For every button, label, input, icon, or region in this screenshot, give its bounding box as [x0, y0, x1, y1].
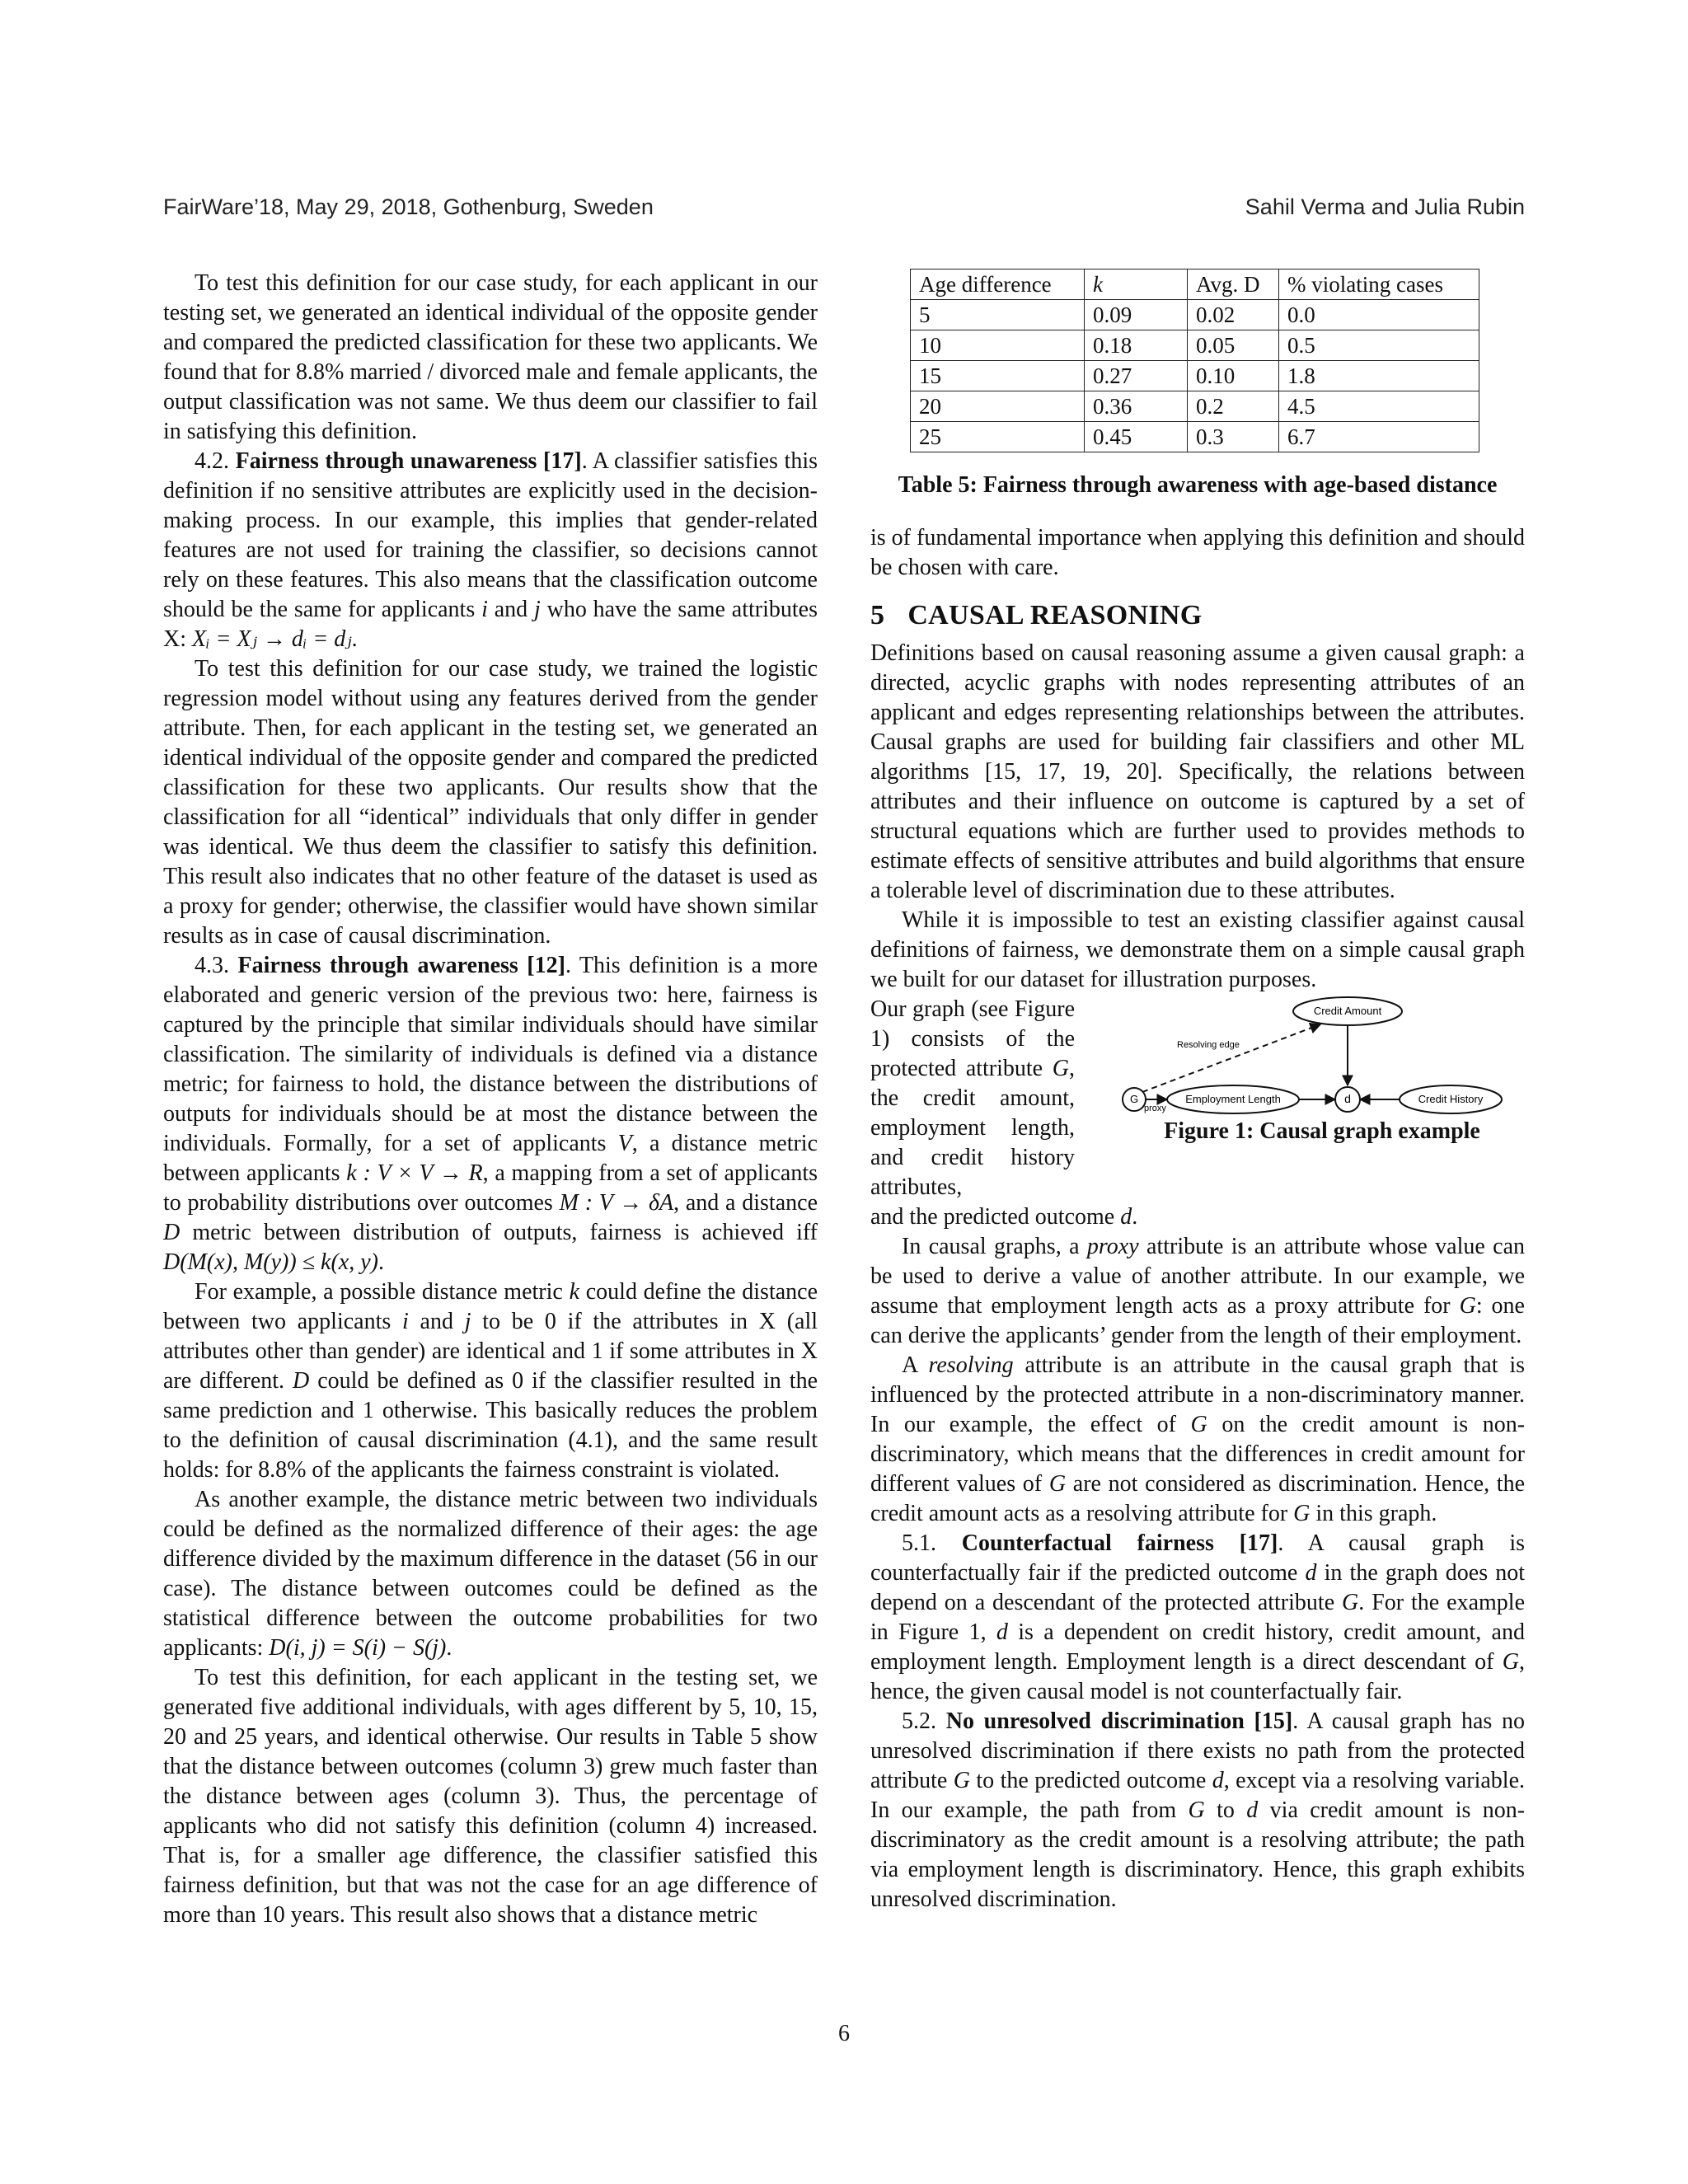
table-cell: 0.2 [1188, 391, 1279, 422]
table-header-cell: % violating cases [1279, 269, 1479, 300]
formula: M : V → δA [559, 1190, 674, 1216]
paragraph: To test this definition, for each applicant in the testing set, we generated five additional individuals, with ages different by 5, 10, 15, 20 and 25 years, and identical otherwise. Our results in Table 5 show that the distance between outcomes (column 3) grew much faster than the distance between ages (column 3). Thus, the percentage of applicants who did not satisfy this definition (column 4) increased. That is, for a smaller age difference, the classifier satisfied this fairness definition, but that was not the case for an age difference of more than 10 years. This result also shows that a distance metric [163, 1665, 818, 1928]
paragraph: For example, a possible distance metric k could define the distance between two applicants i and j to be 0 if the attributes in X (all attributes other than gender) are identical and 1 if some attributes in X are different. D could be defined as 0 if the classifier resulted in the same prediction and 1 otherwise. This basically reduces the problem to the definition of causal discrimination (4.1), and the same result holds: for 8.8% of the applicants the fairness constraint is violated. [163, 1279, 818, 1483]
table-cell: 10 [911, 330, 1085, 361]
node-credit-amount-label: Credit Amount [1313, 1005, 1382, 1017]
table-header-row [911, 269, 1479, 300]
table-header-cell: k [1085, 269, 1188, 300]
table-cell: 0.45 [1085, 422, 1188, 452]
subsection-title: No unresolved discrimination [15] [945, 1708, 1293, 1734]
wrapped-text: Our graph (see Figure 1) consists of the protected attribute G, the credit amount, employment length, and credit history attributes, [870, 996, 1076, 1200]
formula: k : V × V → R [346, 1160, 483, 1186]
paragraph: and the predicted outcome d. [870, 1204, 1138, 1230]
table-cell: 0.3 [1188, 422, 1279, 452]
paragraph: A resolving attribute is an attribute in the causal graph that is influenced by the protected attribute in a non-discriminatory manner. In our example, the effect of G on the credit amount is non-discriminatory, which means that the differences in credit amount for different values of G are not considered as discrimination. Hence, the credit amount acts as a resolving attribute for G in this graph. [870, 1352, 1526, 1526]
paragraph: In causal graphs, a proxy attribute is an attribute whose value can be used to derive a value of another attribute. In our example, we assume that employment length acts as a proxy attribute for G: one can derive the applicants’ gender from the length of their employment. [870, 1234, 1526, 1348]
table-cell: 25 [911, 422, 1085, 452]
figure-caption: Figure 1: Causal graph example [1164, 1118, 1480, 1144]
table-cell: 0.05 [1188, 330, 1279, 361]
right-column [870, 269, 1525, 1915]
table-cell: 1.8 [1279, 361, 1479, 391]
section-heading: 5 CAUSAL REASONING [870, 600, 1203, 630]
subsection-4-3: 4.3. Fairness through awareness [12]. This definition is a more elaborated and generic version of the previous two: here, fairness is captured by the principle that similar individuals should have similar classification. The similarity of individuals is defined via a distance metric; for fairness to hold, the distance between the distributions of outputs for individuals should be at most the distance between the individuals. Formally, for a set of applicants V, a distance metric between applicants k : V × V → R, a mapping from a set of applicants to probability distributions over outcomes M : V → δA, and a distance D metric between distribution of outputs, fairness is achieved iff D(M(x), M(y)) ≤ k(x, y). [163, 953, 818, 1275]
paragraph: is of fundamental importance when applying this definition and should be chosen with care. [870, 525, 1525, 580]
table-row [911, 422, 1479, 452]
node-credit-history-label: Credit History [1418, 1093, 1484, 1105]
table-cell: 0.10 [1188, 361, 1279, 391]
table-header-cell: Age difference [911, 269, 1085, 300]
table-cell: 0.18 [1085, 330, 1188, 361]
table-row [911, 391, 1479, 422]
node-employment-length-label: Employment Length [1185, 1093, 1281, 1105]
formula: D(M(x), M(y)) ≤ k(x, y) [163, 1249, 378, 1275]
table-row [911, 300, 1479, 330]
proxy-edge-label: proxy [1144, 1104, 1166, 1113]
table-header-cell: Avg. D [1188, 269, 1279, 300]
table-5 [910, 269, 1479, 452]
table-cell: 0.0 [1279, 300, 1479, 330]
paragraph: While it is impossible to test an existing classifier against causal definitions of fairness, we demonstrate them on a simple causal graph we built for our dataset for illustration purposes. [870, 907, 1525, 992]
table-cell: 0.09 [1085, 300, 1188, 330]
left-column [163, 269, 818, 1930]
paragraph: To test this definition for our case study, for each applicant in our testing set, we generated an identical individual of the opposite gender and compared the predicted classification for these two applicants. We found that for 8.8% married / divorced male and female applicants, the output classification was not same. We thus deem our classifier to fail in satisfying this definition. [163, 270, 818, 444]
running-header-venue: FairWare’18, May 29, 2018, Gothenburg, Sweden [163, 194, 654, 219]
paragraph: Definitions based on causal reasoning assume a given causal graph: a directed, acyclic graphs with nodes representing attributes of an applicant and edges representing relationships between the attributes. Causal graphs are used for building fair classifiers and other ML algorithms [15, 17, 19, 20]. Specifically, the relations between attributes and their influence on outcome is captured by a set of structural equations which are further used to provides methods to estimate effects of sensitive attributes and build algorithms that ensure a tolerable level of discrimination due to these attributes. [870, 640, 1525, 903]
paragraph: To test this definition for our case study, we trained the logistic regression model without using any features derived from the gender attribute. Then, for each applicant in the testing set, we generated an identical individual of the opposite gender and compared the predicted classification for these two applicants. Our results show that the classification for all “identical” individuals that only differ in gender was identical. We thus deem the classifier to satisfy this definition. This result also indicates that no other feature of the dataset is used as a proxy for gender; otherwise, the classifier would have shown similar results as in case of causal discrimination. [163, 656, 818, 949]
table-cell: 4.5 [1279, 391, 1479, 422]
table-cell: 15 [911, 361, 1085, 391]
page-number: 6 [838, 2021, 850, 2046]
node-g-label: G [1129, 1093, 1139, 1105]
running-header-authors: Sahil Verma and Julia Rubin [1245, 194, 1525, 219]
table-cell: 5 [911, 300, 1085, 330]
formula: D(i, j) = S(i) − S(j) [269, 1635, 447, 1661]
subsection-title: Fairness through unawareness [17] [235, 448, 582, 474]
table-cell: 0.5 [1279, 330, 1479, 361]
table-cell: 0.36 [1085, 391, 1188, 422]
paragraph: As another example, the distance metric between two individuals could be defined as the normalized difference of their ages: the age difference divided by the maximum difference in the dataset (56 in our case). The distance between outcomes could be defined as the statistical difference between the outcome probabilities for two applicants: D(i, j) = S(i) − S(j). [163, 1487, 818, 1661]
node-d-label: d [1344, 1092, 1351, 1105]
table-cell: 6.7 [1279, 422, 1479, 452]
resolving-edge [1142, 1024, 1320, 1092]
figure-wrap [870, 995, 1525, 1202]
resolving-edge-label: Resolving edge [1177, 1040, 1240, 1050]
table-cell: 0.02 [1188, 300, 1279, 330]
subsection-4-2: 4.2. Fairness through unawareness [17]. A classifier satisfies this definition if no sensitive attributes are explicitly used in the decision-making process. In our example, this implies that gender-related features are not used for training the classifier, so decisions cannot rely on these features. This also means that the classification outcome should be the same for applicants i and j who have the same attributes X: Xᵢ = Xⱼ → dᵢ = dⱼ. [163, 448, 818, 652]
formula: Xᵢ = Xⱼ → dᵢ = dⱼ [192, 626, 352, 652]
table-caption: Table 5: Fairness through awareness with age-based distance [898, 472, 1498, 498]
subsection-5-1: 5.1. Counterfactual fairness [17]. A causal graph is counterfactually fair if the predicted outcome d in the graph does not depend on a descendant of the protected attribute G. For the example in Figure 1, d is a dependent on credit history, credit amount, and employment length. Employment length is a direct descendant of G, hence, the given causal model is not counterfactually fair. [870, 1530, 1526, 1704]
table-cell: 0.27 [1085, 361, 1188, 391]
table-row [911, 330, 1479, 361]
table-row [911, 361, 1479, 391]
subsection-title: Counterfactual fairness [17] [961, 1530, 1278, 1556]
table-cell: 20 [911, 391, 1085, 422]
subsection-5-2: 5.2. No unresolved discrimination [15]. A causal graph has no unresolved discrimination if there exists no path from the protected attribute G to the predicted outcome d, except via a resolving variable. In our example, the path from G to d via credit amount is non-discriminatory as the credit amount is a resolving attribute; the path via employment length is discriminatory. Hence, this graph exhibits unresolved discrimination. [870, 1708, 1526, 1912]
subsection-title: Fairness through awareness [12] [237, 953, 565, 978]
